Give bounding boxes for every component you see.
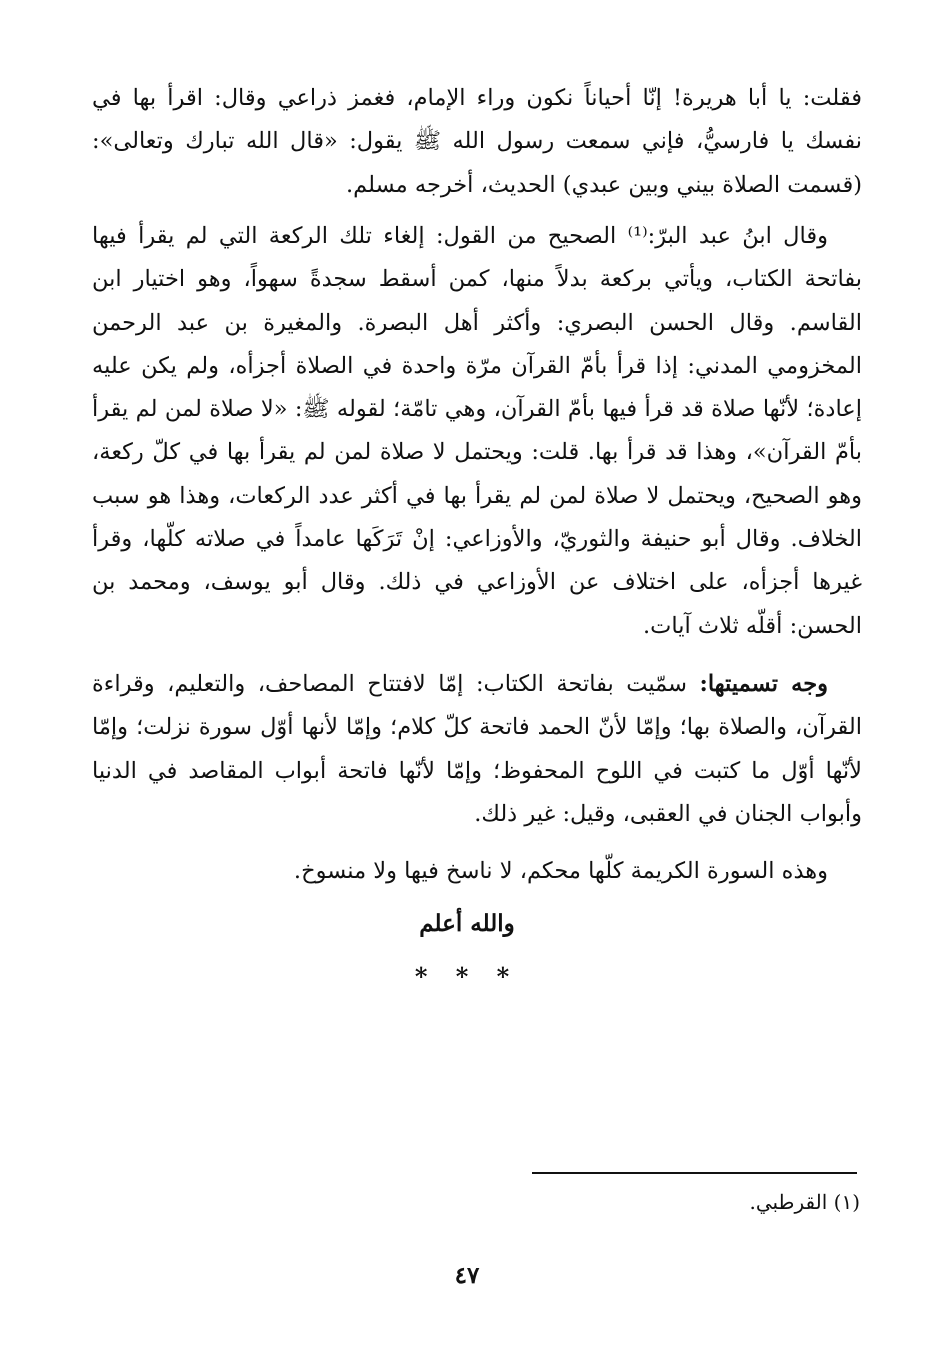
paragraph-abu-hurayra	[92, 77, 862, 207]
paragraph-muhkam	[92, 850, 862, 893]
paragraph-text	[92, 663, 862, 836]
footnote: (١) القرطبي.	[749, 1190, 860, 1214]
paragraph-naming	[92, 663, 862, 836]
paragraph-body: سمّيت بفاتحة الكتاب: إمّا لافتتاح المصاحف، والتعليم، وقراءة القرآن، والصلاة بها؛ وإمّا لأنّ الحمد فاتحة كلّ كلام؛ وإمّا لأنها أوّل سورة نزلت؛ وإمّا لأنّها أوّل ما كتبت في اللوح المحفوظ؛ وإمّا لأنّها فاتحة أبواب المقاصد في الدنيا وأبواب الجنان في العقبى، وقيل: غير ذلك.	[92, 671, 862, 827]
paragraph-text: فقلت: يا أبا هريرة! إنّا أحياناً نكون وراء الإمام، فغمز ذراعي وقال: اقرأ بها في نفسك يا فارسيُّ، فإني سمعت رسول الله ﷺ يقول: «قال الله تبارك وتعالى»: (قسمت الصلاة بيني وبين عبدي) الحديث، أخرجه مسلم.	[92, 85, 862, 198]
paragraph-text: وهذه السورة الكريمة كلّها محكم، لا ناسخ فيها ولا منسوخ.	[293, 858, 828, 884]
paragraph-text: وقال ابنُ عبد البرّ:⁽¹⁾ الصحيح من القول: إلغاء تلك الركعة التي لم يقرأ فيها بفاتحة الكتاب، ويأتي بركعة بدلاً منها، كمن أسقط سجدةً سهواً، وهو اختيار ابن القاسم. وقال الحسن البصري: وأكثر أهل البصرة. والمغيرة بن عبد الرحمن المخزومي المدني: إذا قرأ بأمّ القرآن مرّة واحدة في الصلاة أجزأه، ولم يكن عليه إعادة؛ لأنّها صلاة قد قرأ فيها بأمّ القرآن، وهي تامّة؛ لقوله ﷺ: «لا صلاة لمن لم يقرأ بأمّ القرآن»، وهذا قد قرأ بها. قلت: ويحتمل لا صلاة لمن لم يقرأ بها في كلّ ركعة، وهو الصحيح، ويحتمل لا صلاة لمن لم يقرأ بها في أكثر عدد الركعات، وهذا هو سبب الخلاف. وقال أبو حنيفة والثوريّ، والأوزاعي: إنْ تَرَكَها عامداً في صلاته كلّها، وقرأ غيرها أجزأه، على اختلاف عن الأوزاعي في ذلك. وقال أبو يوسف، ومحمد بن الحسن: أقلّه ثلاث آيات.	[92, 223, 862, 639]
page-number: ٤٧	[454, 1262, 480, 1289]
footnote-divider	[532, 1172, 857, 1174]
paragraph-ibn-abd-al-barr	[92, 215, 862, 648]
section-heading: وجه تسميتها:	[699, 671, 828, 697]
closing-phrase: والله أعلم	[419, 910, 515, 937]
section-separator: * * *	[414, 962, 520, 991]
